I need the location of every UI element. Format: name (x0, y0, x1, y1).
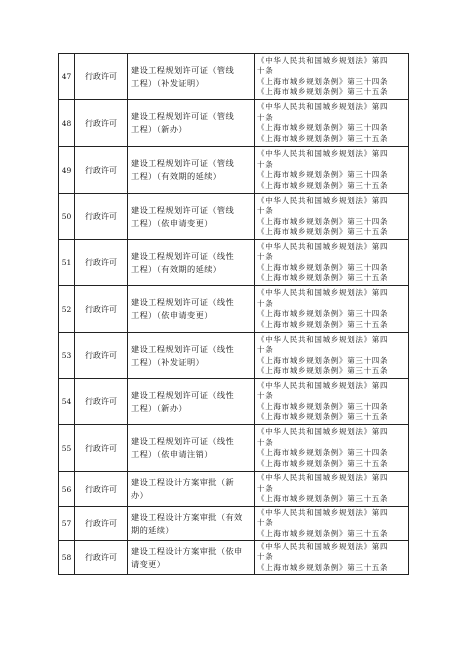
permit-name-line: 工程）（新办） (131, 402, 188, 413)
legal-basis-line: 《上海市城乡规划条例》第三十五条 (257, 180, 389, 190)
legal-basis-line: 《中华人民共和国城乡规划法》第四 (257, 102, 389, 111)
permit-category: 行政许可 (75, 100, 128, 147)
legal-basis-line: 十条 (257, 206, 274, 215)
legal-basis-line: 《上海市城乡规划条例》第三十五条 (257, 458, 389, 468)
permit-name (128, 240, 255, 286)
permit-name (128, 333, 255, 379)
legal-basis-line: 《中华人民共和国城乡规划法》第四 (257, 288, 389, 297)
legal-basis-line: 《上海市城乡规划条例》第三十五条 (257, 227, 389, 236)
legal-basis-line: 《上海市城乡规划条例》第三十五条 (257, 494, 389, 504)
permit-category: 行政许可 (75, 286, 128, 333)
permit-name-line: 工程）（新办） (131, 124, 188, 134)
legal-basis (255, 194, 409, 240)
legal-basis (255, 147, 409, 194)
legal-basis-line: 《上海市城乡规划条例》第三十五条 (257, 562, 389, 572)
legal-basis (255, 54, 409, 100)
permit-category: 行政许可 (75, 507, 128, 541)
legal-basis-line: 《上海市城乡规划条例》第三十五条 (257, 87, 389, 96)
permit-name-line: 办） (131, 490, 149, 500)
permit-name-line: 建设工程规划许可证（线性 (131, 250, 235, 261)
table-row (59, 240, 409, 286)
permit-name (128, 541, 255, 575)
legal-basis-line: 十条 (257, 252, 274, 261)
legal-basis-line: 《上海市城乡规划条例》第三十四条 (257, 76, 389, 86)
permit-name-line: 工程）（依申请变更） (131, 217, 213, 228)
permit-name (128, 286, 255, 333)
row-number: 51 (59, 240, 75, 286)
legal-basis (255, 379, 409, 425)
row-number: 53 (59, 333, 75, 379)
permit-name (128, 194, 255, 240)
legal-basis-line: 十条 (257, 552, 274, 562)
row-number: 56 (59, 472, 75, 507)
table-row (59, 507, 409, 541)
permit-name-line: 建设工程规划许可证（线性 (131, 297, 235, 307)
row-number: 58 (59, 541, 75, 575)
table-row (59, 147, 409, 194)
permit-name-line: 工程）（补发证明） (131, 77, 205, 88)
permit-name-line: 建设工程规划许可证（线性 (131, 436, 235, 446)
permit-category: 行政许可 (75, 425, 128, 472)
legal-basis-line: 十条 (257, 518, 274, 528)
table-row (59, 425, 409, 472)
permit-category: 行政许可 (75, 333, 128, 379)
row-number: 54 (59, 379, 75, 425)
legal-basis (255, 100, 409, 147)
legal-basis-line: 《上海市城乡规划条例》第三十四条 (257, 448, 389, 457)
legal-basis-line: 《上海市城乡规划条例》第三十五条 (257, 319, 389, 329)
legal-basis-line: 《中华人民共和国城乡规划法》第四 (257, 195, 389, 205)
table-row (59, 286, 409, 333)
legal-basis-line: 《上海市城乡规划条例》第三十四条 (257, 401, 389, 411)
legal-basis-line: 《中华人民共和国城乡规划法》第四 (257, 149, 389, 158)
legal-basis (255, 333, 409, 379)
legal-basis-line: 十条 (257, 112, 274, 122)
legal-basis (255, 425, 409, 472)
permit-name (128, 379, 255, 425)
table-row (59, 472, 409, 507)
permit-name-line: 建设工程规划许可证（管线 (131, 111, 235, 121)
legal-basis-line: 十条 (257, 483, 274, 493)
legal-basis-line: 《上海市城乡规划条例》第三十四条 (257, 262, 389, 272)
row-number: 55 (59, 425, 75, 472)
legal-basis-line: 十条 (257, 391, 274, 400)
legal-basis-line: 十条 (257, 345, 274, 354)
table-row (59, 194, 409, 240)
table-row (59, 541, 409, 575)
legal-basis-line: 《中华人民共和国城乡规划法》第四 (257, 541, 389, 551)
permit-name-line: 建设工程规划许可证（管线 (131, 204, 235, 215)
legal-basis-line: 十条 (257, 437, 274, 447)
table-row (59, 100, 409, 147)
legal-basis-line: 十条 (257, 66, 274, 75)
permit-category: 行政许可 (75, 54, 128, 100)
table-row (59, 54, 409, 100)
legal-basis-line: 《上海市城乡规划条例》第三十五条 (257, 366, 389, 375)
permit-name (128, 100, 255, 147)
row-number: 52 (59, 286, 75, 333)
row-number: 49 (59, 147, 75, 194)
permit-category: 行政许可 (75, 240, 128, 286)
legal-basis-line: 《上海市城乡规划条例》第三十五条 (257, 528, 389, 538)
legal-basis-line: 《上海市城乡规划条例》第三十四条 (257, 123, 389, 132)
row-number: 50 (59, 194, 75, 240)
permit-name (128, 472, 255, 507)
table-row (59, 333, 409, 379)
row-number: 47 (59, 54, 75, 100)
legal-basis (255, 541, 409, 575)
legal-basis (255, 507, 409, 541)
permit-name-line: 工程）（依申请注销） (131, 449, 213, 459)
legal-basis-line: 《中华人民共和国城乡规划法》第四 (257, 55, 389, 65)
table-row (59, 379, 409, 425)
legal-basis-line: 《上海市城乡规划条例》第三十四条 (257, 355, 389, 365)
legal-basis-line: 《中华人民共和国城乡规划法》第四 (257, 334, 389, 344)
permit-name-line: 工程）（依申请变更） (131, 310, 213, 320)
legal-basis-line: 《中华人民共和国城乡规划法》第四 (257, 473, 389, 483)
legal-basis-line: 《上海市城乡规划条例》第三十五条 (257, 412, 389, 421)
legal-basis-line: 《上海市城乡规划条例》第三十五条 (257, 133, 389, 143)
legal-basis-line: 《中华人民共和国城乡规划法》第四 (257, 427, 389, 436)
permit-name (128, 54, 255, 100)
permit-name-line: 建设工程规划许可证（管线 (131, 64, 235, 75)
permit-name-line: 建设工程规划许可证（线性 (131, 343, 235, 354)
permit-name (128, 425, 255, 472)
permit-name-line: 工程）（补发证明） (131, 356, 205, 367)
permit-name-line: 期的延续） (131, 524, 174, 535)
permit-name-line: 建设工程设计方案审批（有效 (131, 511, 243, 522)
permit-name-line: 建设工程设计方案审批（新 (131, 477, 235, 487)
permit-category: 行政许可 (75, 147, 128, 194)
row-number: 57 (59, 507, 75, 541)
legal-basis-line: 《中华人民共和国城乡规划法》第四 (257, 507, 389, 517)
legal-basis (255, 472, 409, 507)
permit-name-line: 建设工程设计方案审批（依申 (131, 545, 243, 556)
permit-name-line: 工程）（有效期的延续） (131, 263, 222, 274)
legal-basis (255, 240, 409, 286)
permit-name-line: 建设工程规划许可证（线性 (131, 389, 235, 400)
permit-name-line: 建设工程规划许可证（管线 (131, 158, 235, 168)
permit-category: 行政许可 (75, 194, 128, 240)
legal-basis (255, 286, 409, 333)
legal-basis-line: 《中华人民共和国城乡规划法》第四 (257, 241, 389, 251)
row-number: 48 (59, 100, 75, 147)
legal-basis-line: 十条 (257, 159, 274, 169)
permit-name (128, 507, 255, 541)
permit-table (58, 53, 409, 575)
permit-table-body (59, 54, 409, 575)
permit-category: 行政许可 (75, 379, 128, 425)
legal-basis-line: 《上海市城乡规划条例》第三十四条 (257, 170, 389, 179)
permit-name-line: 请变更） (131, 558, 166, 569)
legal-basis-line: 《上海市城乡规划条例》第三十四条 (257, 216, 389, 226)
legal-basis-line: 《上海市城乡规划条例》第三十四条 (257, 309, 389, 318)
legal-basis-line: 《中华人民共和国城乡规划法》第四 (257, 380, 389, 390)
legal-basis-line: 《上海市城乡规划条例》第三十五条 (257, 273, 389, 282)
permit-category: 行政许可 (75, 472, 128, 507)
permit-name (128, 147, 255, 194)
legal-basis-line: 十条 (257, 298, 274, 308)
permit-category: 行政许可 (75, 541, 128, 575)
permit-name-line: 工程）（有效期的延续） (131, 171, 222, 181)
